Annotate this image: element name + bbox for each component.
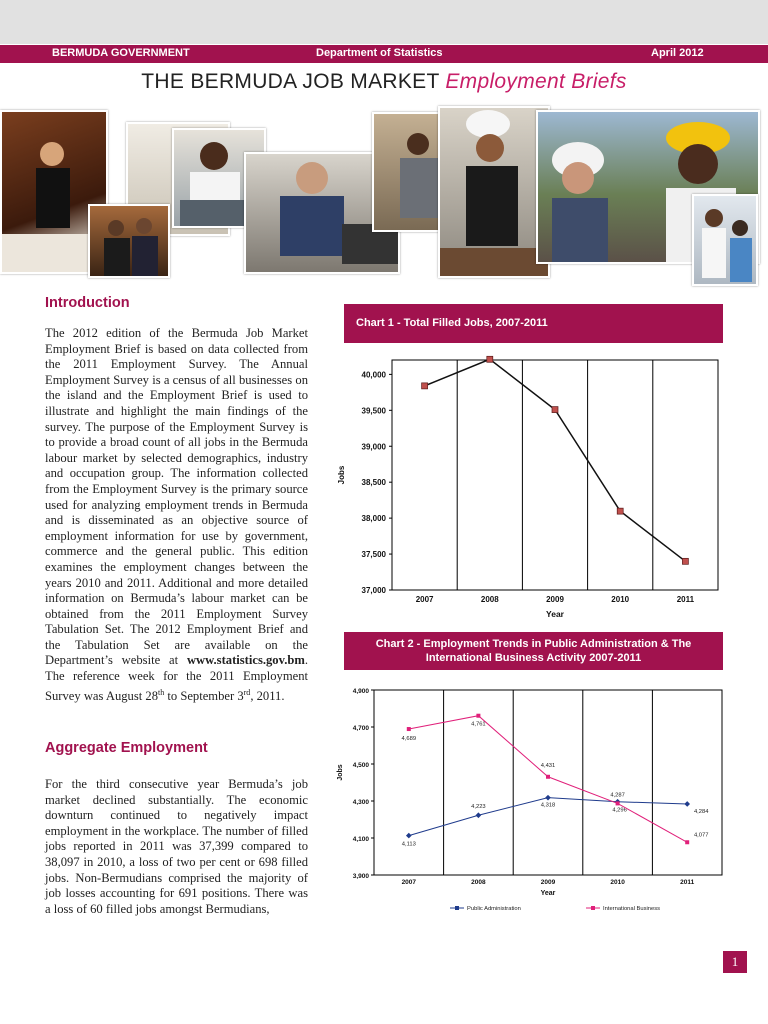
chart2-ytick-label: 3,900 [352,873,369,880]
chart1-ytick-label: 40,000 [361,370,386,380]
chart2-xlabel: Year [540,890,556,897]
chart2-data-label: 4,223 [471,804,486,811]
chart1-title: Chart 1 - Total Filled Jobs, 2007-2011 [356,317,548,329]
header-center: Department of Statistics [316,47,443,59]
chart1-banner [344,304,723,343]
chart1-ytick-label: 37,500 [361,550,386,560]
chart2-data-label: 4,431 [540,762,556,769]
chart1-point [422,383,428,389]
chart1-xlabel: Year [546,609,564,619]
photo-nurses [692,194,758,286]
chart2-point-ib [546,775,550,779]
chart1 [330,348,720,628]
chart2-ytick-label: 4,300 [352,799,369,806]
chart2-legend-label: International Business [603,906,661,912]
chart2-point-ib [685,840,689,844]
title-sub: Employment Briefs [445,70,627,93]
aggregate-heading: Aggregate Employment [45,740,208,756]
chart1-xtick-label: 2010 [611,595,630,604]
chart1-point [487,356,493,362]
chart1-ytick-label: 38,500 [361,478,386,488]
chart2-data-label: 4,113 [401,841,416,848]
chart2-xtick-label: 2011 [680,879,695,886]
chart2-point-ib [616,801,620,805]
chart2-title-line1: Chart 2 - Employment Trends in Public Administration & The [375,638,692,650]
chart2 [330,680,730,920]
chart1-point [617,508,623,514]
chart1-plot-area [392,360,718,590]
website-link[interactable]: www.statistics.gov.bm [186,653,305,668]
chart2-legend-marker [591,906,595,910]
photo-businessmen-small [88,204,170,278]
chart1-ylabel: Jobs [337,465,346,485]
title-main: THE BERMUDA JOB MARKET [141,70,440,93]
chart2-banner [344,632,723,670]
aggregate-paragraph: For the third consecutive year Bermuda’s job market declined substantially. The economic downturn continued to negatively impact employment in the workplace. The number of filled jobs reported in 2011 was 37,399 compared to 38,097 in 2010, a loss of two per cent or 698 filled jobs. Non-Bermudians comprised the majority of job losses accounting for 691 positions. There was a loss of 60 filled jobs amongst Bermudians, [45,777,308,916]
chart2-title-line2: International Business Activity 2007-2011 [425,652,642,664]
chart1-ytick-label: 39,000 [361,442,386,452]
chart2-data-label: 4,077 [693,832,709,839]
chart1-point [552,407,558,413]
header-date: April 2012 [651,47,704,59]
chart2-xtick-label: 2010 [610,879,625,886]
chart2-data-label: 4,318 [540,802,556,809]
chart1-xtick-label: 2011 [676,595,695,604]
top-margin [0,0,768,44]
chart2-xtick-label: 2008 [471,879,486,886]
chart1-xtick-label: 2008 [480,595,499,604]
chart2-ytick-label: 4,100 [352,836,369,843]
chart2-data-label: 4,689 [401,736,417,743]
photo-chef [438,106,550,278]
chart2-legend-marker [455,906,459,910]
chart2-point-ib [476,714,480,718]
chart2-xtick-label: 2009 [540,879,556,886]
chart1-ytick-label: 38,000 [361,514,386,524]
chart1-xtick-label: 2009 [546,595,564,604]
chart2-data-label: 4,761 [471,721,486,728]
page-title [0,70,768,94]
chart2-ylabel: Jobs [337,764,344,781]
chart2-xtick-label: 2007 [401,879,417,886]
chart1-xtick-label: 2007 [415,595,434,604]
chart2-plot-area [374,690,722,875]
intro-paragraph: The 2012 edition of the Bermuda Job Market Employment Brief is based on data collected from the 2011 Employment Survey. The Annual Employment Survey is a census of all businesses on the island and the Employment Brief is used to illustrate and highlight the main findings of the survey. The purpose of the Employment Survey is to provide a broad count of all jobs in the Bermuda labour market by selected demographics, industry and occupation group. The information collected from the Employment Survey is the primary source used for analyzing employment trends in Bermuda and is disseminated as an objective source of employment information for use by government, commerce and the general public. This edition examines the employment changes between the years 2010 and 2011. Additional and more detailed information on Bermuda’s labour market can be obtained from the 2011 Employment Survey Tabulation Set. The 2012 Employment Brief and the Tabulation Set are available on the Department’s website at www.statistics.gov.bm. The reference week for the 2011 Employment Survey was August 28th to September 3rd, 2011. [45,326,308,703]
chart2-point-ib [407,727,411,731]
header-left: BERMUDA GOVERNMENT [52,47,190,59]
chart2-data-label: 4,284 [693,808,709,815]
photo-collage [0,104,768,286]
chart2-data-label: 4,296 [612,807,627,814]
chart2-legend-label: Public Administration [467,906,521,912]
chart2-ytick-label: 4,900 [352,688,369,695]
header-bar [0,45,768,63]
chart1-point [682,558,688,564]
chart1-ytick-label: 39,500 [361,406,386,416]
chart2-data-label: 4,287 [610,792,625,799]
page-number: 1 [723,951,747,973]
chart1-ytick-label: 37,000 [361,586,386,595]
intro-heading: Introduction [45,295,130,311]
chart2-ytick-label: 4,700 [352,725,369,732]
chart2-ytick-label: 4,500 [352,762,369,769]
